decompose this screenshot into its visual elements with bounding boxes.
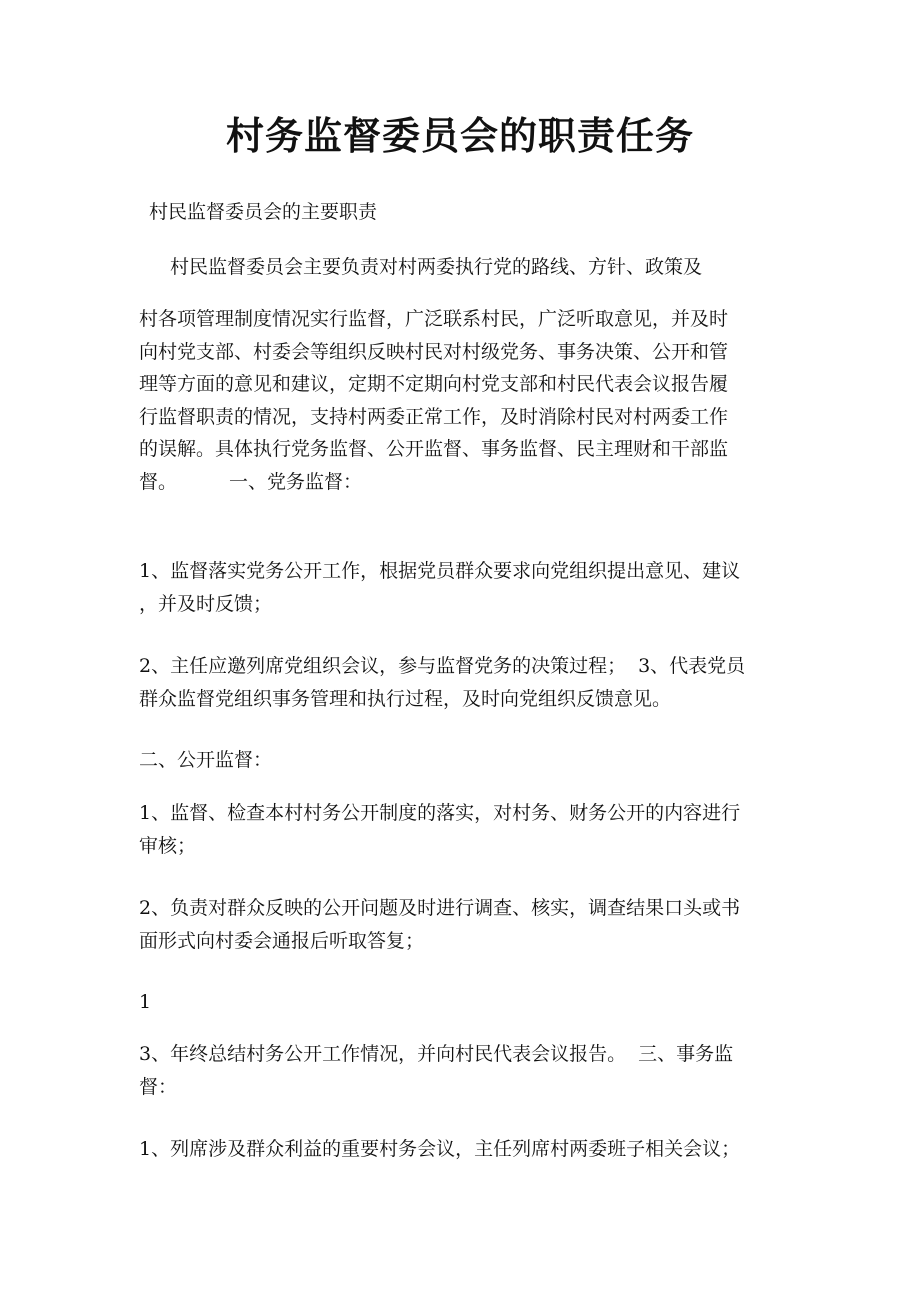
party-affairs-item-1 xyxy=(139,555,789,620)
intro-last-row xyxy=(139,466,789,499)
item-2-text: 2、主任应邀列席党组织会议，参与监督党务的决策过程； xyxy=(139,655,627,677)
intro-first-line: 村民监督委员会主要负责对村两委执行党的路线、方针、政策及 xyxy=(170,256,703,278)
subtitle: 村民监督委员会的主要职责 xyxy=(149,201,378,223)
item-row: 1、监督、检查本村村务公开制度的落实，对村务、财务公开的内容进行 xyxy=(139,802,741,824)
section2-heading: 二、公开监督： xyxy=(139,749,273,771)
intro-row: 村各项管理制度情况实行监督，广泛联系村民，广泛听取意见，并及时 xyxy=(139,308,729,330)
item-row xyxy=(139,1038,789,1071)
item-3-text: 3、年终总结村务公开工作情况，并向村民代表会议报告。 xyxy=(139,1043,627,1065)
affairs-item-1: 1、列席涉及群众利益的重要村务会议，主任列席村两委班子相关会议； xyxy=(139,1138,741,1160)
item-row: 面形式向村委会通报后听取答复； xyxy=(139,929,425,952)
section1-heading: 一、党务监督： xyxy=(229,470,363,493)
item-row: 1、监督落实党务公开工作，根据党员群众要求向党组织提出意见、建议 xyxy=(139,560,741,582)
item-3-start: 3、代表党员 xyxy=(638,655,746,677)
document-title: 村务监督委员会的职责任务 xyxy=(225,113,694,158)
item-row: ，并及时反馈； xyxy=(139,592,273,615)
disclosure-item-1 xyxy=(139,797,789,862)
disclosure-item-3 xyxy=(139,1038,789,1103)
party-affairs-item-2 xyxy=(139,650,789,715)
item-row xyxy=(139,650,789,683)
page-number: 1 xyxy=(139,991,152,1013)
item-row: 群众监督党组织事务管理和执行过程，及时向党组织反馈意见。 xyxy=(139,687,672,710)
intro-paragraph xyxy=(139,303,789,498)
item-row: 审核； xyxy=(139,834,197,857)
disclosure-item-2 xyxy=(139,892,789,957)
intro-row: 向村党支部、村委会等组织反映村民对村级党务、事务决策、公开和管 xyxy=(139,340,729,363)
intro-row: 的误解。具体执行党务监督、公开监督、事务监督、民主理财和干部监 xyxy=(139,438,729,460)
section3-heading-start: 三、事务监 xyxy=(638,1043,734,1065)
item-row: 2、负责对群众反映的公开问题及时进行调查、核实，调查结果口头或书 xyxy=(139,897,741,919)
intro-row: 理等方面的意见和建议，定期不定期向村党支部和村民代表会议报告履 xyxy=(139,373,729,395)
item-row: 督： xyxy=(139,1075,178,1098)
intro-row: 行监督职责的情况，支持村两委正常工作，及时消除村民对村两委工作 xyxy=(139,405,729,428)
intro-last-row-start: 督。 xyxy=(139,470,178,493)
